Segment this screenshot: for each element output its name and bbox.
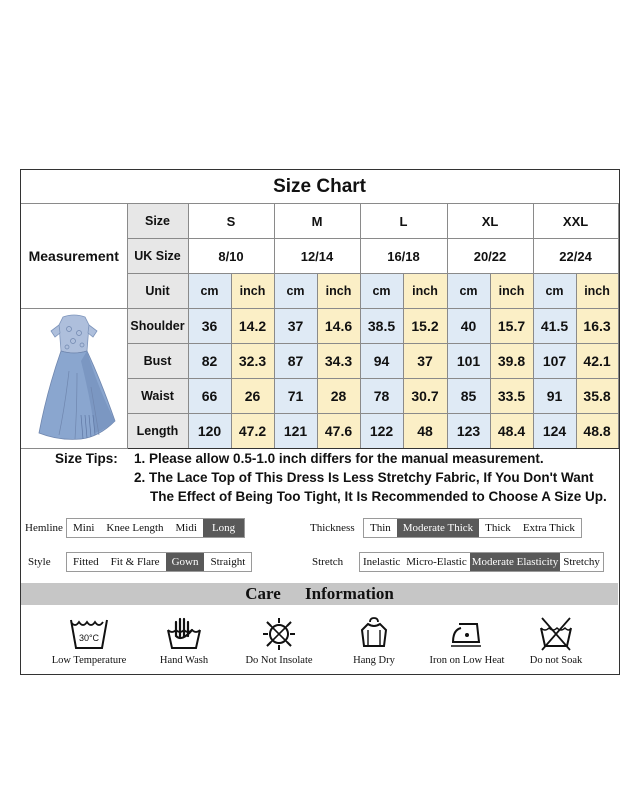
care-item-do-not-insolate: [233, 616, 325, 666]
table-cell: 94: [360, 344, 403, 379]
do-not-soak-icon: [536, 616, 576, 652]
care-label: Do not Soak: [529, 655, 583, 666]
table-cell: 32.3: [231, 344, 274, 379]
table-cell: 14.6: [317, 309, 360, 344]
unit-cm: cm: [360, 274, 403, 309]
table-cell: 47.2: [231, 414, 274, 449]
table-cell: 120: [188, 414, 231, 449]
do-not-insolate-icon: [259, 616, 299, 652]
thickness-option-thick[interactable]: Thick: [485, 522, 511, 534]
table-cell: 26: [231, 379, 274, 414]
size-header-s: S: [188, 204, 274, 239]
table-cell: 48.8: [576, 414, 618, 449]
table-cell: 47.6: [317, 414, 360, 449]
measurement-label: Measurement: [21, 204, 127, 309]
care-label: Do Not Insolate: [245, 655, 313, 666]
table-cell: 123: [447, 414, 490, 449]
row-label-bust: Bust: [127, 344, 188, 379]
thickness-label: Thickness: [310, 522, 355, 534]
uk-size-s: 8/10: [188, 239, 274, 274]
table-cell: 101: [447, 344, 490, 379]
wash-temp-text: 30°C: [78, 633, 100, 643]
row-label-waist: Waist: [127, 379, 188, 414]
care-title-word-2: Information: [305, 584, 394, 603]
table-cell: 42.1: [576, 344, 618, 379]
table-cell: 48: [403, 414, 447, 449]
table-cell: 30.7: [403, 379, 447, 414]
size-chart-title: Size Chart: [21, 170, 618, 204]
style-option-fit-flare[interactable]: Fit & Flare: [110, 556, 160, 568]
table-cell: 122: [360, 414, 403, 449]
hang-dry-icon: [354, 616, 394, 652]
stretch-option-inelastic[interactable]: Inelastic: [363, 556, 401, 568]
care-label: Hang Dry: [353, 655, 395, 666]
table-cell: 37: [403, 344, 447, 379]
wash-30-icon: [69, 616, 109, 652]
thickness-options: [363, 518, 582, 538]
size-header-xxl: XXL: [533, 204, 618, 239]
uk-size-label: UK Size: [127, 239, 188, 274]
row-label-length: Length: [127, 414, 188, 449]
care-item-hand-wash: [138, 616, 230, 666]
size-chart-sheet: [20, 169, 620, 675]
table-cell: 33.5: [490, 379, 533, 414]
style-label: Style: [28, 556, 51, 568]
style-option-fitted[interactable]: Fitted: [73, 556, 99, 568]
table-cell: 15.2: [403, 309, 447, 344]
thickness-option-extra-thick[interactable]: Extra Thick: [522, 522, 575, 534]
unit-cm: cm: [447, 274, 490, 309]
table-cell: 91: [533, 379, 576, 414]
stretch-label: Stretch: [312, 556, 344, 568]
care-item-low-temperature: [43, 616, 135, 666]
hand-wash-icon: [164, 616, 204, 652]
stretch-option-micro-elastic[interactable]: Micro-Elastic: [406, 556, 467, 568]
hemline-option-mini[interactable]: Mini: [73, 522, 95, 534]
iron-low-heat-icon: [447, 616, 487, 652]
table-cell: 78: [360, 379, 403, 414]
size-label: Size: [127, 204, 188, 239]
care-item-hang-dry: [328, 616, 420, 666]
unit-inch: inch: [317, 274, 360, 309]
style-option-gown[interactable]: Gown: [166, 553, 205, 571]
table-cell: 121: [274, 414, 317, 449]
stretch-option-moderate-elasticity[interactable]: Moderate Elasticity: [470, 553, 560, 571]
table-cell: 82: [188, 344, 231, 379]
unit-label: Unit: [127, 274, 188, 309]
table-cell: 48.4: [490, 414, 533, 449]
uk-size-m: 12/14: [274, 239, 360, 274]
table-cell: 38.5: [360, 309, 403, 344]
table-cell: 107: [533, 344, 576, 379]
unit-cm: cm: [274, 274, 317, 309]
table-cell: 15.7: [490, 309, 533, 344]
dress-image: [21, 309, 127, 449]
table-cell: 37: [274, 309, 317, 344]
thickness-option-thin[interactable]: Thin: [370, 522, 391, 534]
hemline-option-midi[interactable]: Midi: [175, 522, 197, 534]
stretch-option-stretchy[interactable]: Stretchy: [563, 556, 600, 568]
uk-size-xxl: 22/24: [533, 239, 618, 274]
size-header-xl: XL: [447, 204, 533, 239]
row-label-shoulder: Shoulder: [127, 309, 188, 344]
table-cell: 124: [533, 414, 576, 449]
dress-illustration: [29, 311, 119, 443]
uk-size-l: 16/18: [360, 239, 447, 274]
table-cell: 16.3: [576, 309, 618, 344]
size-tip-line-3: The Effect of Being Too Tight, It Is Recommended to Choose A Size Up.: [150, 489, 607, 504]
table-cell: 28: [317, 379, 360, 414]
care-title-word-1: Care: [245, 584, 281, 603]
thickness-option-moderate-thick[interactable]: Moderate Thick: [397, 519, 479, 537]
care-information-header: [21, 583, 618, 605]
hemline-options: [66, 518, 245, 538]
table-cell: 35.8: [576, 379, 618, 414]
care-label: Low Temperature: [51, 655, 127, 666]
table-cell: 71: [274, 379, 317, 414]
unit-inch: inch: [576, 274, 618, 309]
care-label: Hand Wash: [159, 655, 209, 666]
table-cell: 34.3: [317, 344, 360, 379]
size-table: [21, 170, 619, 449]
unit-inch: inch: [403, 274, 447, 309]
table-cell: 14.2: [231, 309, 274, 344]
care-label: Iron on Low Heat: [429, 655, 505, 666]
size-tips-label: Size Tips:: [55, 451, 118, 466]
unit-cm: cm: [188, 274, 231, 309]
care-item-iron-low-heat: [421, 616, 513, 666]
size-tip-line-1: 1. Please allow 0.5-1.0 inch differs for the manual measurement.: [134, 451, 544, 466]
size-header-l: L: [360, 204, 447, 239]
stretch-options: [359, 552, 604, 572]
size-header-m: M: [274, 204, 360, 239]
table-cell: 40: [447, 309, 490, 344]
table-cell: 87: [274, 344, 317, 379]
style-option-straight[interactable]: Straight: [210, 556, 246, 568]
unit-inch: inch: [490, 274, 533, 309]
unit-cm: cm: [533, 274, 576, 309]
table-cell: 41.5: [533, 309, 576, 344]
care-item-do-not-soak: [510, 616, 602, 666]
hemline-option-long[interactable]: Long: [203, 519, 244, 537]
hemline-option-knee-length[interactable]: Knee Length: [106, 522, 164, 534]
table-cell: 36: [188, 309, 231, 344]
table-cell: 66: [188, 379, 231, 414]
size-tip-line-2: 2. The Lace Top of This Dress Is Less Stretchy Fabric, If You Don't Want: [134, 470, 594, 485]
uk-size-xl: 20/22: [447, 239, 533, 274]
table-cell: 85: [447, 379, 490, 414]
table-cell: 39.8: [490, 344, 533, 379]
style-options: [66, 552, 252, 572]
hemline-label: Hemline: [25, 522, 63, 534]
unit-inch: inch: [231, 274, 274, 309]
